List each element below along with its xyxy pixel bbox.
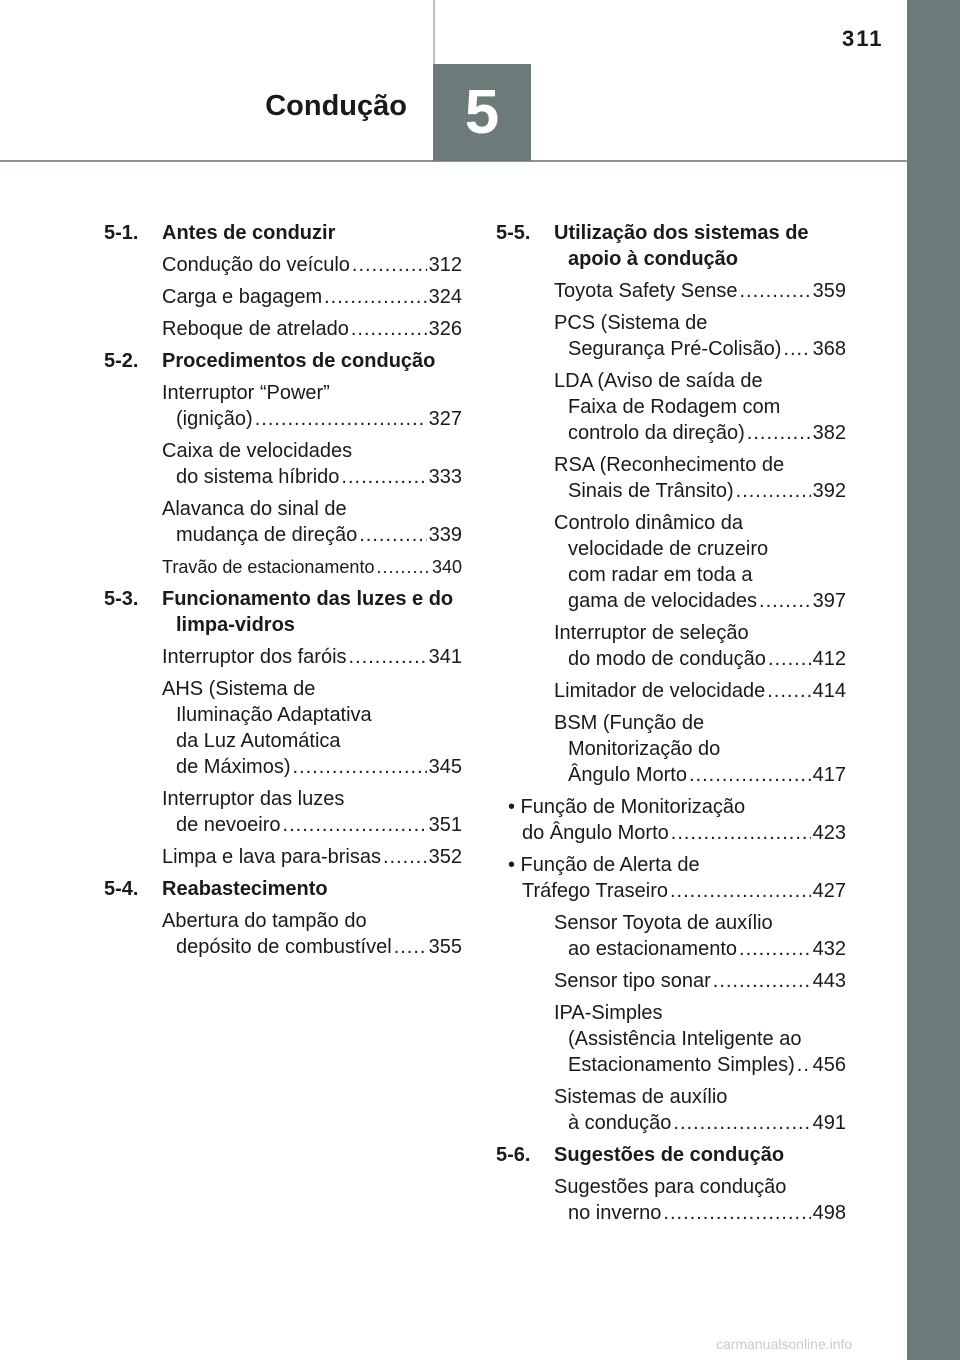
- entry-text-last: de Máximos): [176, 756, 291, 778]
- dot-leader: [671, 820, 811, 846]
- page-number: 311: [842, 26, 884, 51]
- toc-entry[interactable]: [496, 852, 846, 904]
- dot-leader: [739, 278, 810, 304]
- entry-text-last: Interruptor dos faróis: [162, 646, 347, 668]
- entry-page-number: 352: [428, 846, 462, 868]
- dot-leader: [713, 968, 811, 994]
- chapter-number-box: [433, 64, 531, 161]
- dot-leader: [255, 406, 427, 432]
- entry-page-number: 345: [428, 756, 462, 778]
- entry-page-number: 456: [812, 1054, 846, 1076]
- toc-entry[interactable]: [162, 644, 462, 670]
- entry-leader-line: [554, 1052, 846, 1078]
- entry-text-line: Faixa de Rodagem com: [568, 396, 781, 418]
- section-title: Utilização dos sistemas de apoio à condução: [554, 222, 809, 270]
- entry-leader-line: [162, 644, 462, 670]
- toc-entry[interactable]: [554, 368, 846, 446]
- dot-leader: [797, 1052, 811, 1078]
- entry-text-line: Caixa de velocidades: [162, 440, 353, 462]
- section-number: 5-2.: [104, 350, 139, 372]
- side-tab-bar: [907, 0, 960, 1360]
- toc-entry[interactable]: [554, 1084, 846, 1136]
- toc-entry[interactable]: [554, 678, 846, 704]
- entry-text-last: controlo da direção): [568, 422, 745, 444]
- entry-text-last: Ângulo Morto: [568, 764, 687, 786]
- entry-text-line: Alavanca do sinal de: [162, 498, 347, 520]
- toc-entry[interactable]: [554, 968, 846, 994]
- toc-entry[interactable]: [162, 676, 462, 780]
- entry-page-number: 412: [812, 648, 846, 670]
- dot-leader: [736, 478, 811, 504]
- entry-text-line: Abertura do tampão do: [162, 910, 367, 932]
- dot-leader: [768, 646, 811, 672]
- entry-page-number: 339: [428, 524, 462, 546]
- section-heading: [496, 1142, 846, 1168]
- entry-leader-line: [554, 478, 846, 504]
- dot-leader: [383, 844, 427, 870]
- entry-leader-line: [162, 316, 462, 342]
- entry-text-last: ao estacionamento: [568, 938, 738, 960]
- toc-entry[interactable]: [162, 908, 462, 960]
- toc-entry[interactable]: [554, 910, 846, 962]
- section-number: 5-1.: [104, 222, 139, 244]
- section-number: 5-5.: [496, 222, 531, 244]
- section-heading: [104, 220, 462, 246]
- entry-page-number: 355: [428, 936, 462, 958]
- entry-page-number: 340: [431, 557, 462, 577]
- entry-page-number: 432: [812, 938, 846, 960]
- entry-text-line: • Função de Monitorização: [508, 796, 746, 818]
- toc-section: [104, 220, 462, 342]
- entry-text-last: do Ângulo Morto: [522, 822, 669, 844]
- header-divider: [433, 0, 435, 64]
- toc-right-column: [496, 220, 846, 1232]
- entry-text-line: Sugestões para condução: [554, 1176, 787, 1198]
- entry-page-number: 443: [812, 970, 846, 992]
- dot-leader: [324, 284, 427, 310]
- dot-leader: [670, 878, 811, 904]
- toc-section: [104, 876, 462, 960]
- entry-page-number: 333: [428, 466, 462, 488]
- dot-leader: [767, 678, 810, 704]
- entry-page-number: 312: [428, 254, 462, 276]
- entry-page-number: 498: [812, 1202, 846, 1224]
- entry-leader-line: [554, 968, 846, 994]
- entry-text-last: Estacionamento Simples): [568, 1054, 795, 1076]
- toc-section: [104, 348, 462, 580]
- entry-text-last: (ignição): [176, 408, 253, 430]
- section-heading: [104, 876, 462, 902]
- entry-text-last: Limpa e lava para-brisas: [162, 846, 381, 868]
- toc-entry[interactable]: [554, 310, 846, 362]
- entry-text-line: da Luz Automática: [176, 730, 341, 752]
- entry-text-last: Travão de estacionamento: [162, 557, 375, 577]
- entry-leader-line: [554, 646, 846, 672]
- entry-text-line: (Assistência Inteligente ao: [568, 1028, 802, 1050]
- entry-text-last: Sensor tipo sonar: [554, 970, 711, 992]
- entry-text-last: Condução do veículo: [162, 254, 350, 276]
- entry-leader-line: [554, 420, 846, 446]
- entry-leader-line: [162, 284, 462, 310]
- toc-left-column: [104, 220, 462, 966]
- toc-entry[interactable]: [554, 1000, 846, 1078]
- dot-leader: [394, 934, 427, 960]
- section-title: Antes de conduzir: [162, 222, 336, 244]
- section-title: Reabastecimento: [162, 878, 328, 900]
- entry-text-last: Toyota Safety Sense: [554, 280, 738, 302]
- dot-leader: [351, 316, 427, 342]
- entry-text-line: Interruptor “Power”: [162, 382, 330, 404]
- toc-entry[interactable]: [496, 794, 846, 846]
- dot-leader: [689, 762, 811, 788]
- entry-text-line: PCS (Sistema de: [554, 312, 708, 334]
- entry-text-last: do sistema híbrido: [176, 466, 340, 488]
- dot-leader: [747, 420, 811, 446]
- entry-leader-line: [162, 406, 462, 432]
- toc-entry[interactable]: [554, 1174, 846, 1226]
- section-number: 5-3.: [104, 588, 139, 610]
- entry-text-last: mudança de direção: [176, 524, 358, 546]
- entry-text-last: depósito de combustível: [176, 936, 392, 958]
- toc-entry[interactable]: [162, 496, 462, 548]
- dot-leader: [376, 554, 429, 580]
- entry-leader-line: [162, 754, 462, 780]
- entry-text-last: Reboque de atrelado: [162, 318, 349, 340]
- entry-leader-line: [496, 878, 846, 904]
- toc-entry[interactable]: [554, 710, 846, 788]
- entry-page-number: 423: [812, 822, 846, 844]
- entry-leader-line: [554, 678, 846, 704]
- dot-leader: [349, 644, 427, 670]
- entry-text-line: BSM (Função de: [554, 712, 705, 734]
- entry-text-line: velocidade de cruzeiro: [568, 538, 769, 560]
- entry-page-number: 327: [428, 408, 462, 430]
- entry-page-number: 351: [428, 814, 462, 836]
- entry-text-last: Limitador de velocidade: [554, 680, 766, 702]
- entry-leader-line: [162, 464, 462, 490]
- entry-leader-line: [162, 812, 462, 838]
- entry-text-last: Carga e bagagem: [162, 286, 323, 308]
- entry-page-number: 382: [812, 422, 846, 444]
- entry-page-number: 359: [812, 280, 846, 302]
- section-heading: [496, 220, 846, 272]
- entry-leader-line: [162, 934, 462, 960]
- entry-text-line: • Função de Alerta de: [508, 854, 700, 876]
- entry-page-number: 417: [812, 764, 846, 786]
- dot-leader: [673, 1110, 810, 1136]
- section-heading: [104, 348, 462, 374]
- entry-leader-line: [554, 278, 846, 304]
- section-title: Funcionamento das luzes e do limpa-vidros: [162, 588, 454, 636]
- entry-text-line: Controlo dinâmico da: [554, 512, 743, 534]
- entry-leader-line: [496, 820, 846, 846]
- toc-entry[interactable]: [554, 278, 846, 304]
- toc-entry[interactable]: [162, 316, 462, 342]
- toc-entry[interactable]: [162, 554, 462, 580]
- dot-leader: [283, 812, 427, 838]
- toc-entry[interactable]: [162, 284, 462, 310]
- entry-leader-line: [554, 936, 846, 962]
- entry-text-line: Interruptor das luzes: [162, 788, 345, 810]
- entry-page-number: 427: [812, 880, 846, 902]
- toc-entry[interactable]: [554, 620, 846, 672]
- toc-entry[interactable]: [554, 510, 846, 614]
- entry-page-number: 326: [428, 318, 462, 340]
- entry-page-number: 414: [812, 680, 846, 702]
- entry-page-number: 397: [812, 590, 846, 612]
- entry-text-last: Tráfego Traseiro: [522, 880, 668, 902]
- entry-leader-line: [554, 1110, 846, 1136]
- entry-text-line: Sistemas de auxílio: [554, 1086, 728, 1108]
- entry-text-line: RSA (Reconhecimento de: [554, 454, 785, 476]
- section-title: Sugestões de condução: [554, 1144, 785, 1166]
- entry-leader-line: [162, 554, 462, 580]
- toc-entry[interactable]: [554, 452, 846, 504]
- dot-leader: [663, 1200, 810, 1226]
- section-number: 5-6.: [496, 1144, 531, 1166]
- entry-leader-line: [162, 522, 462, 548]
- section-number: 5-4.: [104, 878, 139, 900]
- entry-leader-line: [162, 844, 462, 870]
- entry-text-line: com radar em toda a: [568, 564, 753, 586]
- entry-text-line: Sensor Toyota de auxílio: [554, 912, 773, 934]
- chapter-title: Condução: [265, 90, 407, 122]
- toc-entry[interactable]: [162, 786, 462, 838]
- entry-text-last: de nevoeiro: [176, 814, 281, 836]
- entry-text-line: Interruptor de seleção: [554, 622, 749, 644]
- chapter-number: 5: [464, 78, 500, 147]
- entry-text-line: Iluminação Adaptativa: [176, 704, 372, 726]
- entry-text-last: do modo de condução: [568, 648, 766, 670]
- dot-leader: [352, 252, 427, 278]
- toc-section: [104, 586, 462, 870]
- watermark: carmanualsonline.info: [716, 1336, 853, 1352]
- toc-entry[interactable]: [162, 252, 462, 278]
- dot-leader: [759, 588, 811, 614]
- toc-entry[interactable]: [162, 844, 462, 870]
- section-heading: [104, 586, 462, 638]
- dot-leader: [292, 754, 426, 780]
- entry-text-last: à condução: [568, 1112, 672, 1134]
- toc-entry[interactable]: [162, 380, 462, 432]
- entry-text-last: Sinais de Trânsito): [568, 480, 734, 502]
- toc-section: [496, 1142, 846, 1226]
- dot-leader: [739, 936, 811, 962]
- dot-leader: [359, 522, 426, 548]
- entry-leader-line: [554, 1200, 846, 1226]
- entry-leader-line: [162, 252, 462, 278]
- entry-text-last: Segurança Pré-Colisão): [568, 338, 782, 360]
- entry-page-number: 368: [812, 338, 846, 360]
- entry-text-line: LDA (Aviso de saída de: [554, 370, 763, 392]
- entry-leader-line: [554, 336, 846, 362]
- entry-leader-line: [554, 588, 846, 614]
- entry-text-line: AHS (Sistema de: [162, 678, 316, 700]
- entry-page-number: 324: [428, 286, 462, 308]
- toc-entry[interactable]: [162, 438, 462, 490]
- entry-leader-line: [554, 762, 846, 788]
- entry-text-line: IPA-Simples: [554, 1002, 663, 1024]
- entry-text-last: no inverno: [568, 1202, 662, 1224]
- entry-text-last: gama de velocidades: [568, 590, 758, 612]
- entry-page-number: 491: [812, 1112, 846, 1134]
- toc-section: [496, 220, 846, 1136]
- entry-text-line: Monitorização do: [568, 738, 721, 760]
- entry-page-number: 392: [812, 480, 846, 502]
- dot-leader: [783, 336, 810, 362]
- dot-leader: [341, 464, 426, 490]
- section-title: Procedimentos de condução: [162, 350, 436, 372]
- entry-page-number: 341: [428, 646, 462, 668]
